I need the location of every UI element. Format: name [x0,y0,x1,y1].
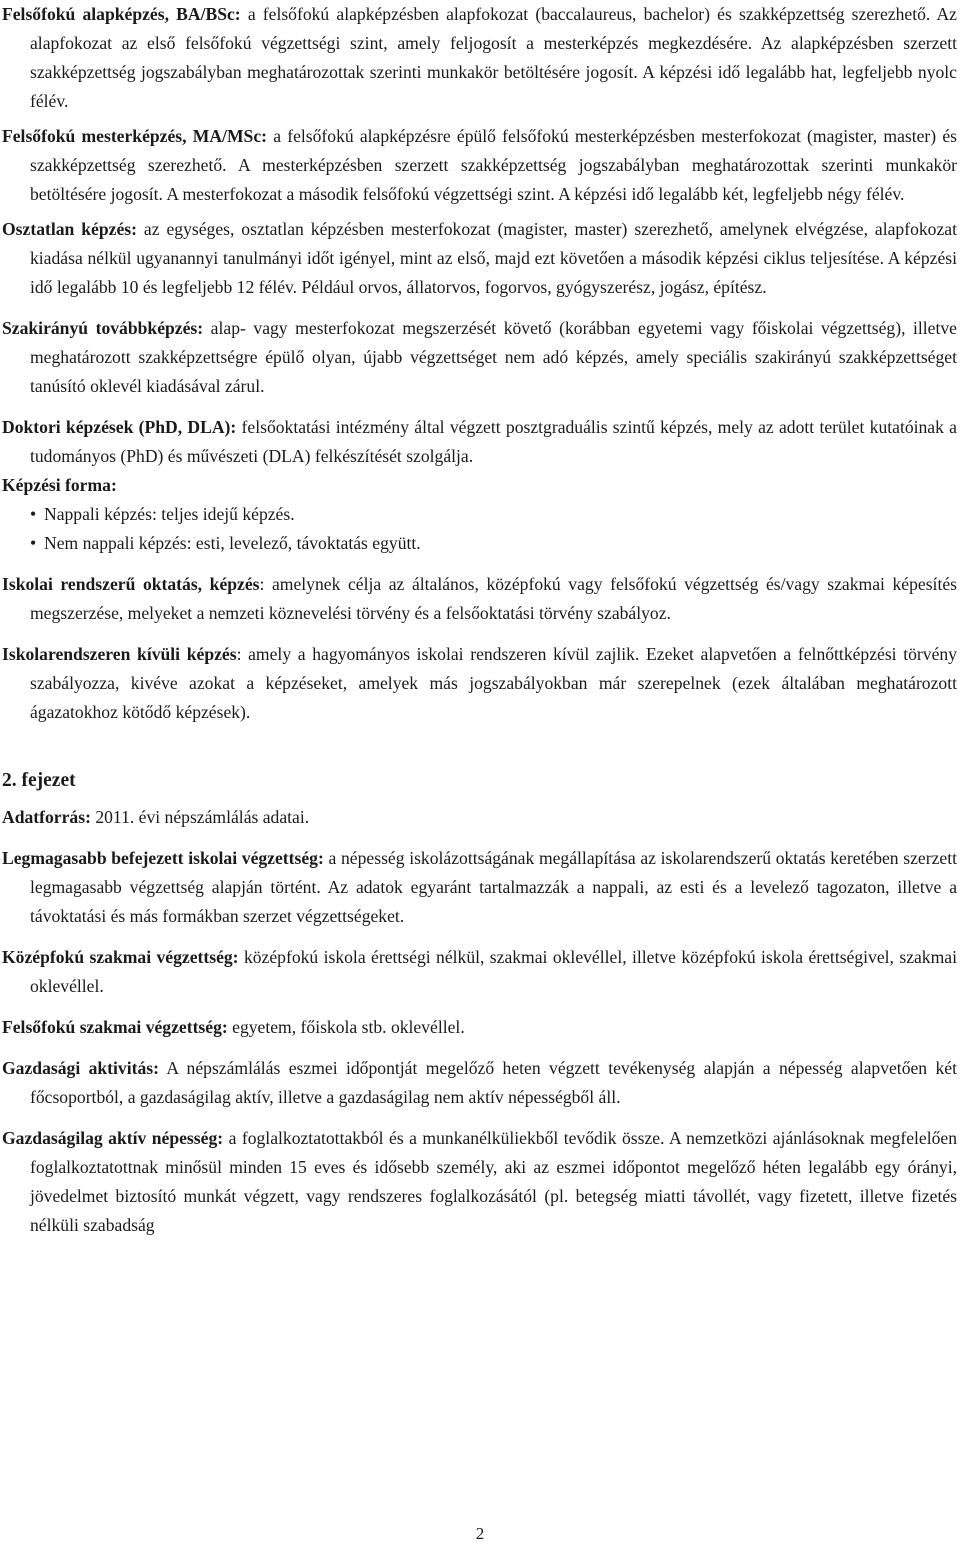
term-label: Adatforrás: [2,807,91,827]
list-item [30,500,957,529]
paragraph-felsofoku-szakmai [2,1013,957,1042]
term-label: Felsőfokú mesterképzés, MA/MSc: [2,126,267,146]
list-item [30,529,957,558]
paragraph-gazdasagilag-aktiv [2,1124,957,1240]
paragraph-legmagasabb-vegzettseg [2,844,957,931]
bullet-icon: • [30,504,37,524]
bullet-icon: • [30,533,37,553]
kepzesi-forma-list [2,500,957,558]
page-number: 2 [475,1524,485,1543]
term-label: Iskolai rendszerű oktatás, képzés [2,574,260,594]
paragraph-osztatlan [2,215,957,302]
document-body [2,0,957,1240]
chapter-title: 2. fejezet [2,770,76,791]
term-label: Gazdaságilag aktív népesség: [2,1128,224,1148]
term-label: Doktori képzések (PhD, DLA): [2,417,237,437]
paragraph-text: egyetem, főiskola stb. oklevéllel. [227,1017,465,1037]
term-label: Legmagasabb befejezett iskolai végzettség: [2,848,324,868]
paragraph-text: felsőoktatási intézmény által végzett posztgraduális szintű képzés, mely az adott terület kutatóinak a tudományos (PhD) és művészeti (DLA) felkészítését szolgálja. [30,417,957,466]
paragraph-ba-bsc [2,0,957,116]
paragraph-text: az egységes, osztatlan képzésben mesterfokozat (magister, master) szerezhető, amelynek elvégzése, alapfokozat kiadása nélkül ugyanannyi tanulmányi időt igényel, mint az első, majd ezt követően a második képzési ciklus teljesítése. A képzési idő legalább 10 és legfeljebb 12 félév. Például orvos, állatorvos, fogorvos, gyógyszerész, jogász, építész. [30,219,957,297]
paragraph-text: a felsőfokú alapképzésre épülő felsőfokú mesterképzésben mesterfokozat (magister, master) és szakképzettség szerezhető. A mesterképzésben szerzett szakképzettség jogszabályban meghatározottak szerinti munkakör betöltésére jogosít. A mesterfokozat a második felsőfokú végzettségi szint. A képzési idő legalább két, legfeljebb négy félév. [30,126,957,204]
paragraph-szakiranyu [2,314,957,401]
paragraph-doktori [2,413,957,471]
term-label: Gazdasági aktivitás: [2,1058,159,1078]
paragraph-text: 2011. évi népszámlálás adatai. [90,807,310,827]
paragraph-text: a foglalkoztatottakból és a munkanélküliekből tevődik össze. A nemzetközi ajánlásoknak megfelelően foglalkoztatottnak minősül minden 15 eves és idősebb személy, aki az eszmei időpontot megelőző héten legalább egy órányi, jövedelmet biztosító munkát végzett, vagy rendszeres foglalkozásától (pl. betegség miatti távollét, vagy fizetett, illetve fizetés nélküli szabadság [30,1128,958,1235]
paragraph-text: a felsőfokú alapképzésben alapfokozat (baccalaureus, bachelor) és szakképzettség szerezhető. Az alapfokozat az első felsőfokú végzettségi szint, amely feljogosít a mesterképzés megkezdésére. Az alapképzésben szerzett szakképzettség jogszabályban meghatározottak szerinti munkakör betöltésére jogosít. A képzési idő legalább hat, legfeljebb nyolc félév. [30,4,957,111]
paragraph-text: a népesség iskolázottságának megállapítása az iskolarendszerű oktatás keretében szerzett legmagasabb végzettség alapján történt. Az adatok egyaránt tartalmazzák a nappali, az esti és a levelező tagozaton, illetve a távoktatási és más formákban szerzet végzettségeket. [30,848,957,926]
paragraph-gazdasagi-aktivitas [2,1054,957,1112]
paragraph-text: alap- vagy mesterfokozat megszerzését követő (korábban egyetemi vagy főiskolai végzettség), illetve meghatározott szakképzettségre épülő olyan, újabb végzettséget nem adó képzés, amely speciális szakirányú szakképzettséget tanúsító oklevél kiadásával zárul. [30,318,957,396]
kepzesi-forma-heading: Képzési forma: [2,475,117,495]
term-label: Osztatlan képzés: [2,219,137,239]
paragraph-text: középfokú iskola érettségi nélkül, szakmai oklevéllel, illetve középfokú iskola érettségivel, szakmai oklevéllel. [30,947,957,996]
term-label: Iskolarendszeren kívüli képzés [2,644,237,664]
paragraph-adatforras [2,803,957,832]
paragraph-text: : amelynek célja az általános, középfokú vagy felsőfokú végzettség és/vagy szakmai képesítés megszerzése, melyeket a nemzeti köznevelési törvény és a felsőoktatási törvény szabályoz. [30,574,957,623]
paragraph-text: : amely a hagyományos iskolai rendszeren kívül zajlik. Ezeket alapvetően a felnőttképzési törvény szabályozza, kivéve azokat a képzéseket, amelyek más jogszabályokban már szerepelnek (ezek általában meghatározott ágazatokhoz kötődő képzések). [30,644,957,722]
paragraph-iskolai-rendszeru [2,570,957,628]
term-label: Középfokú szakmai végzettség: [2,947,239,967]
paragraph-iskolarendszeren-kivuli [2,640,957,727]
list-item-text: Nem nappali képzés: esti, levelező, távoktatás együtt. [44,533,421,553]
term-label: Felsőfokú alapképzés, BA/BSc: [2,4,241,24]
paragraph-text: A népszámlálás eszmei időpontját megelőző heten végzett tevékenység alapján a népesség alapvetően két főcsoportból, a gazdaságilag aktív, illetve a gazdaságilag nem aktív népességből áll. [30,1058,957,1107]
term-label: Felsőfokú szakmai végzettség: [2,1017,228,1037]
list-item-text: Nappali képzés: teljes idejű képzés. [44,504,295,524]
paragraph-kozepfoku-szakmai [2,943,957,1001]
term-label: Szakirányú továbbképzés: [2,318,204,338]
paragraph-ma-msc [2,122,957,209]
